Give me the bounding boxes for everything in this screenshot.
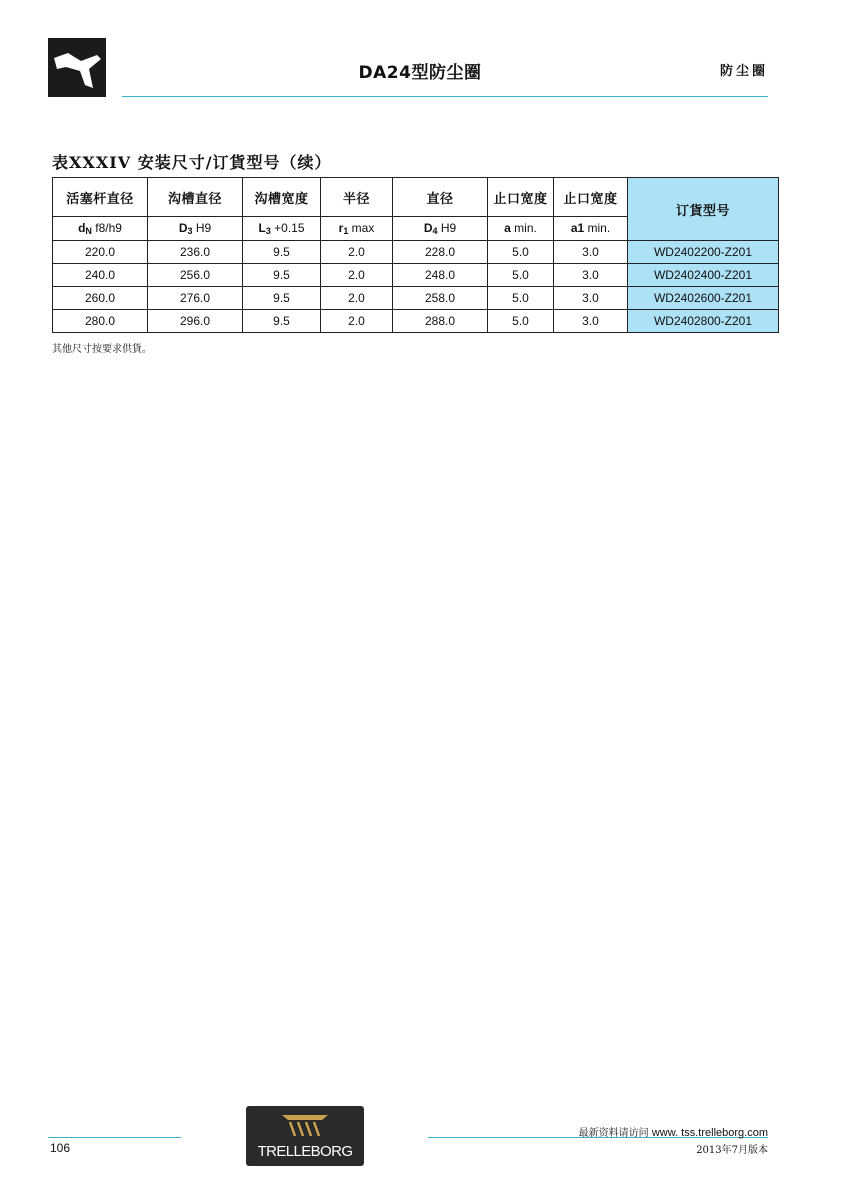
brand-name: TRELLEBORG [257, 1143, 353, 1160]
table-row [53, 287, 779, 310]
table-row [53, 264, 779, 287]
column-subheader [488, 217, 554, 241]
table-cell: 3.0 [554, 264, 628, 287]
table-cell: 2.0 [321, 287, 393, 310]
column-header: 活塞杆直径 [53, 178, 148, 217]
header-divider [122, 96, 768, 97]
symbol: a1 [570, 221, 585, 235]
table-cell: 5.0 [488, 241, 554, 264]
table-cell: 288.0 [393, 310, 488, 333]
subscript: 3 [265, 226, 271, 236]
header-row [53, 178, 779, 217]
table-note: 其他尺寸按要求供貨。 [52, 344, 152, 355]
order-number-cell: WD2402800-Z201 [628, 310, 779, 333]
page-title: DA24型防尘圈 [358, 63, 482, 83]
table-cell: 280.0 [53, 310, 148, 333]
subscript: 1 [343, 226, 349, 236]
table-cell: 276.0 [148, 287, 243, 310]
column-header: 沟槽直径 [148, 178, 243, 217]
symbol: a [504, 221, 511, 235]
table-cell: 5.0 [488, 287, 554, 310]
table-cell: 228.0 [393, 241, 488, 264]
table-cell: 260.0 [53, 287, 148, 310]
table-row [53, 241, 779, 264]
footer-website [579, 1124, 768, 1139]
symbol: D [178, 221, 188, 235]
subscript: 4 [432, 226, 438, 236]
order-number-cell: WD2402600-Z201 [628, 287, 779, 310]
table-cell: 2.0 [321, 310, 393, 333]
column-subheader [148, 217, 243, 241]
symbol: L [258, 221, 266, 235]
tolerance: f8/h9 [91, 221, 122, 235]
table-cell: 3.0 [554, 241, 628, 264]
table-cell: 9.5 [243, 310, 321, 333]
section-label: 防尘圈 [719, 64, 768, 79]
column-subheader [554, 217, 628, 241]
bird-logo-icon [48, 38, 106, 97]
table-cell: 220.0 [53, 241, 148, 264]
tolerance: max [348, 221, 375, 235]
trelleborg-wave-icon [280, 1112, 330, 1138]
table-cell: 248.0 [393, 264, 488, 287]
table-cell: 9.5 [243, 241, 321, 264]
table-cell: 5.0 [488, 310, 554, 333]
table-cell: 3.0 [554, 310, 628, 333]
table-cell: 258.0 [393, 287, 488, 310]
column-header-order-number: 订貨型号 [628, 178, 779, 241]
edition-text: 2013年7月版本 [696, 1145, 768, 1156]
page-number: 106 [50, 1141, 71, 1155]
column-subheader [393, 217, 488, 241]
table-cell: 9.5 [243, 264, 321, 287]
spec-table [52, 177, 779, 333]
subscript: N [85, 226, 92, 236]
table-cell: 296.0 [148, 310, 243, 333]
table-row [53, 310, 779, 333]
column-header: 止口宽度 [554, 178, 628, 217]
column-header: 直径 [393, 178, 488, 217]
column-subheader [53, 217, 148, 241]
order-number-cell: WD2402200-Z201 [628, 241, 779, 264]
footer-divider-left [48, 1137, 181, 1138]
table-cell: 9.5 [243, 287, 321, 310]
website-link[interactable]: www. tss.trelleborg.com [651, 1127, 768, 1139]
column-subheader [321, 217, 393, 241]
column-header: 沟槽宽度 [243, 178, 321, 217]
tolerance: H9 [192, 221, 212, 235]
subscript: 3 [187, 226, 193, 236]
symbol: d [78, 221, 86, 235]
symbol: r [338, 221, 344, 235]
brand-logo [246, 1106, 364, 1166]
table-cell: 5.0 [488, 264, 554, 287]
website-label: 最新资料请访问 [578, 1128, 649, 1139]
column-subheader [243, 217, 321, 241]
tolerance: min. [510, 221, 537, 235]
symbol: D [423, 221, 433, 235]
tolerance: min. [584, 221, 611, 235]
column-header: 半径 [321, 178, 393, 217]
table-cell: 2.0 [321, 264, 393, 287]
order-number-cell: WD2402400-Z201 [628, 264, 779, 287]
table-cell: 256.0 [148, 264, 243, 287]
tolerance: H9 [437, 221, 457, 235]
table-cell: 240.0 [53, 264, 148, 287]
table-title: 表XXXIV 安装尺寸/订貨型号（续） [52, 153, 332, 172]
table-cell: 2.0 [321, 241, 393, 264]
tolerance: +0.15 [270, 221, 305, 235]
table-cell: 3.0 [554, 287, 628, 310]
column-header: 止口宽度 [488, 178, 554, 217]
table-cell: 236.0 [148, 241, 243, 264]
